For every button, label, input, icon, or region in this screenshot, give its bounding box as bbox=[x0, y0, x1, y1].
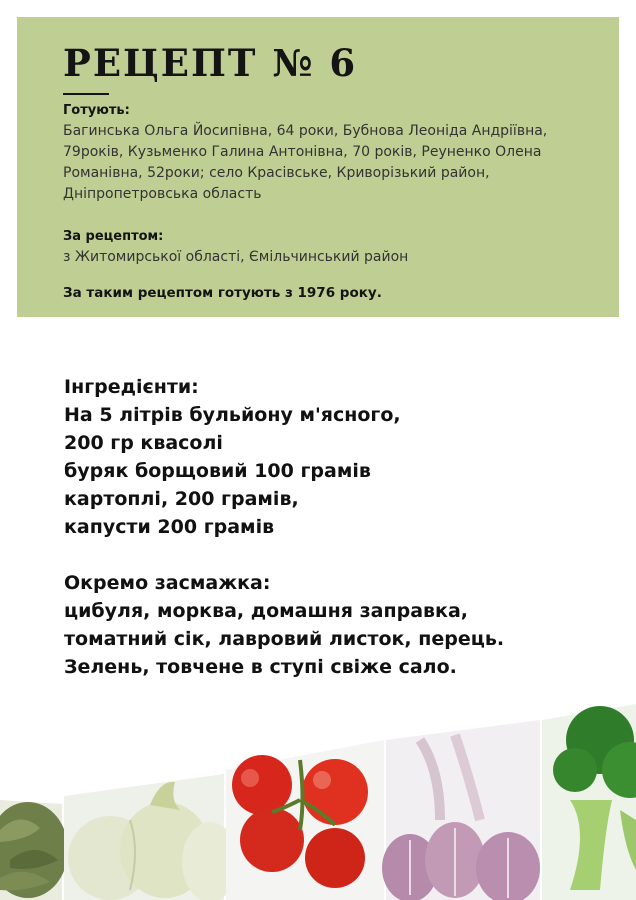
ingredient-line: На 5 літрів бульйону м'ясного, bbox=[64, 404, 401, 426]
garlic-photo bbox=[382, 720, 540, 900]
ingredient-line: 200 гр квасолі bbox=[64, 432, 223, 454]
onion-photo bbox=[64, 774, 238, 900]
cooks-text: Багинська Ольга Йосипівна, 64 роки, Бубнова Леоніда Андріївна, 79років, Кузьменко Галина Антонівна, 70 років, Реуненко Олена Романівна, 52роки; село Красівське, Криворізький район, Дніпропетровська область bbox=[63, 123, 548, 202]
broccoli-photo bbox=[542, 704, 636, 900]
tomatoes-photo bbox=[226, 740, 384, 900]
recipe-title: РЕЦЕПТ № 6 bbox=[63, 41, 358, 85]
vegetables-photo-strip bbox=[0, 700, 636, 900]
ingredient-line: буряк борщовий 100 грамів bbox=[64, 460, 371, 482]
title-underline bbox=[63, 93, 109, 95]
zasmazhka-line: цибуля, морква, домашня заправка, bbox=[64, 600, 468, 622]
zasmazhka-line: томатний сік, лавровий листок, перець. bbox=[64, 628, 505, 650]
ingredient-line: капусти 200 грамів bbox=[64, 516, 275, 538]
source-label: За рецептом: bbox=[63, 229, 164, 244]
ingredients-block bbox=[64, 373, 604, 681]
spacer bbox=[64, 541, 604, 569]
since-year-text: За таким рецептом готують з 1976 року. bbox=[63, 285, 382, 301]
zasmazhka-line: Зелень, товчене в ступі свіже сало. bbox=[64, 656, 457, 678]
cooks-label: Готують: bbox=[63, 103, 130, 118]
ingredient-line: картоплі, 200 грамів, bbox=[64, 488, 299, 510]
artichoke-photo bbox=[0, 800, 68, 900]
zasmazhka-heading: Окремо засмажка: bbox=[64, 572, 271, 594]
ingredients-heading: Інгредієнти: bbox=[64, 376, 199, 398]
recipe-header-panel bbox=[17, 17, 619, 317]
source-text: з Житомирської області, Ємільчинський район bbox=[63, 249, 409, 265]
